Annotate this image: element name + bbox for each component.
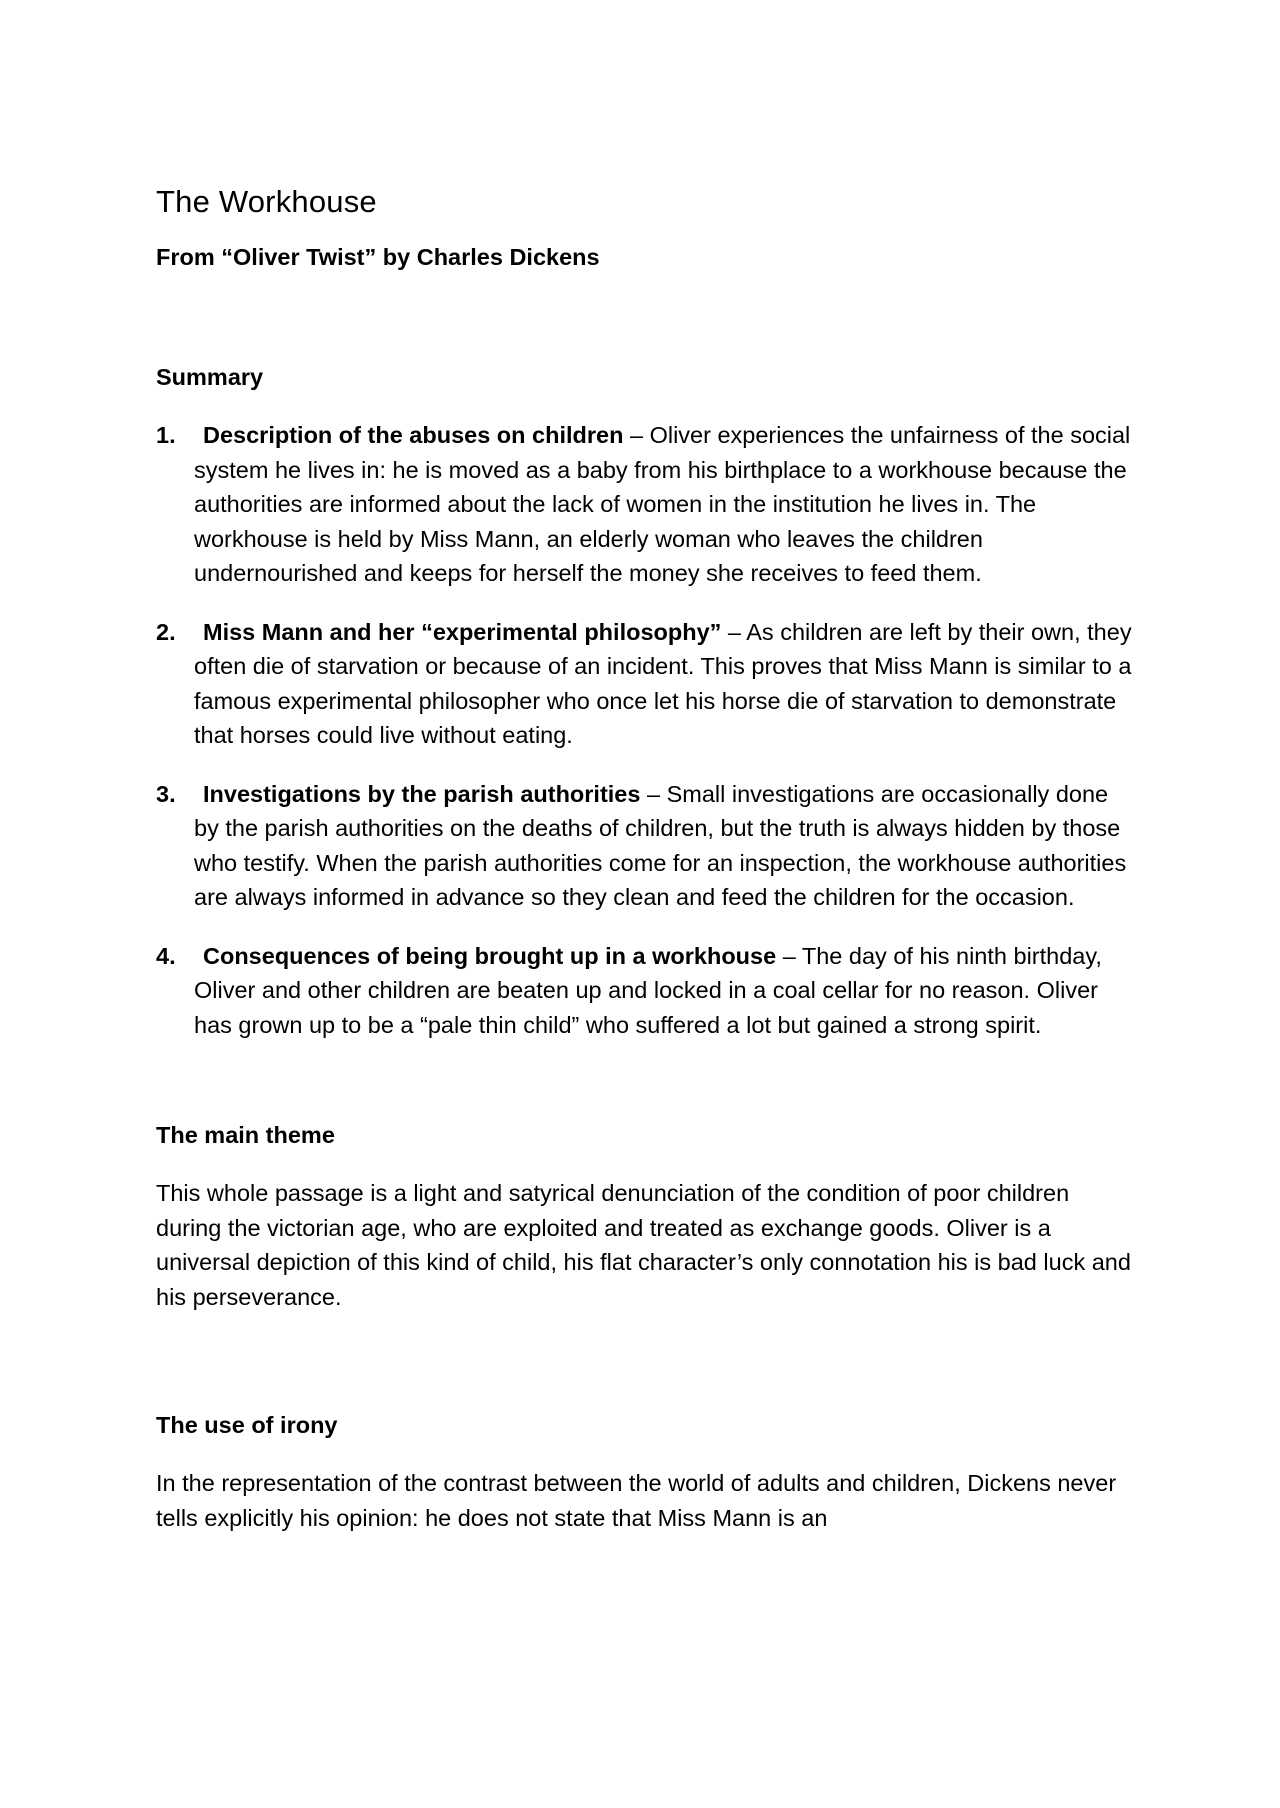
summary-heading: Summary bbox=[156, 364, 264, 390]
summary-item bbox=[156, 777, 1136, 915]
document-title: The Workhouse bbox=[156, 184, 377, 219]
summary-item-text: – Oliver experiences the unfairness of the social system he lives in: he is moved as a baby from his birthplace to a workhouse because the authorities are informed about the lack of women in the institution he lives in. The workhouse is held by Miss Mann, an elderly woman who leaves the children undernourished and keeps for herself the money she receives to feed them. bbox=[194, 422, 1131, 586]
main-theme-heading: The main theme bbox=[156, 1122, 335, 1148]
document-subtitle: From “Oliver Twist” by Charles Dickens bbox=[156, 244, 600, 270]
summary-item bbox=[156, 939, 1136, 1043]
summary-item-text: – The day of his ninth birthday, Oliver and other children are beaten up and locked in a coal cellar for no reason. Oliver has grown up to be a “pale thin child” who suffered a lot but gained a strong spirit. bbox=[194, 942, 1102, 1038]
main-theme-paragraph: This whole passage is a light and satyrical denunciation of the condition of poor children during the victorian age, who are exploited and treated as exchange goods. Oliver is a universal depiction of this kind of child, his flat character’s only connotation his is bad luck and his perseverance. bbox=[156, 1180, 1131, 1310]
irony-paragraph: In the representation of the contrast between the world of adults and children, Dickens never tells explicitly his opinion: he does not state that Miss Mann is an bbox=[156, 1470, 1117, 1531]
summary-item-heading: Description of the abuses on children bbox=[203, 422, 624, 448]
summary-item-heading: Investigations by the parish authorities bbox=[203, 780, 641, 807]
document-content bbox=[156, 178, 1136, 1535]
summary-item-number: 4. bbox=[156, 942, 176, 969]
summary-item-number: 1. bbox=[156, 422, 176, 448]
summary-item-heading: Miss Mann and her “experimental philosophy” bbox=[203, 618, 722, 645]
summary-item-number: 3. bbox=[156, 780, 176, 807]
summary-item-heading: Consequences of being brought up in a workhouse bbox=[203, 942, 777, 969]
summary-item bbox=[156, 615, 1136, 753]
irony-heading: The use of irony bbox=[156, 1412, 338, 1438]
summary-item bbox=[156, 418, 1136, 591]
summary-item-number: 2. bbox=[156, 618, 176, 645]
summary-item-text: – Small investigations are occasionally done by the parish authorities on the deaths of children, but the truth is always hidden by those who testify. When the parish authorities come for an inspection, the workhouse authorities are always informed in advance so they clean and feed the children for the occasion. bbox=[194, 780, 1127, 910]
summary-list bbox=[156, 418, 1136, 1042]
summary-item-text: – As children are left by their own, they often die of starvation or because of an incident. This proves that Miss Mann is similar to a famous experimental philosopher who once let his horse die of starvation to demonstrate that horses could live without eating. bbox=[194, 618, 1132, 748]
